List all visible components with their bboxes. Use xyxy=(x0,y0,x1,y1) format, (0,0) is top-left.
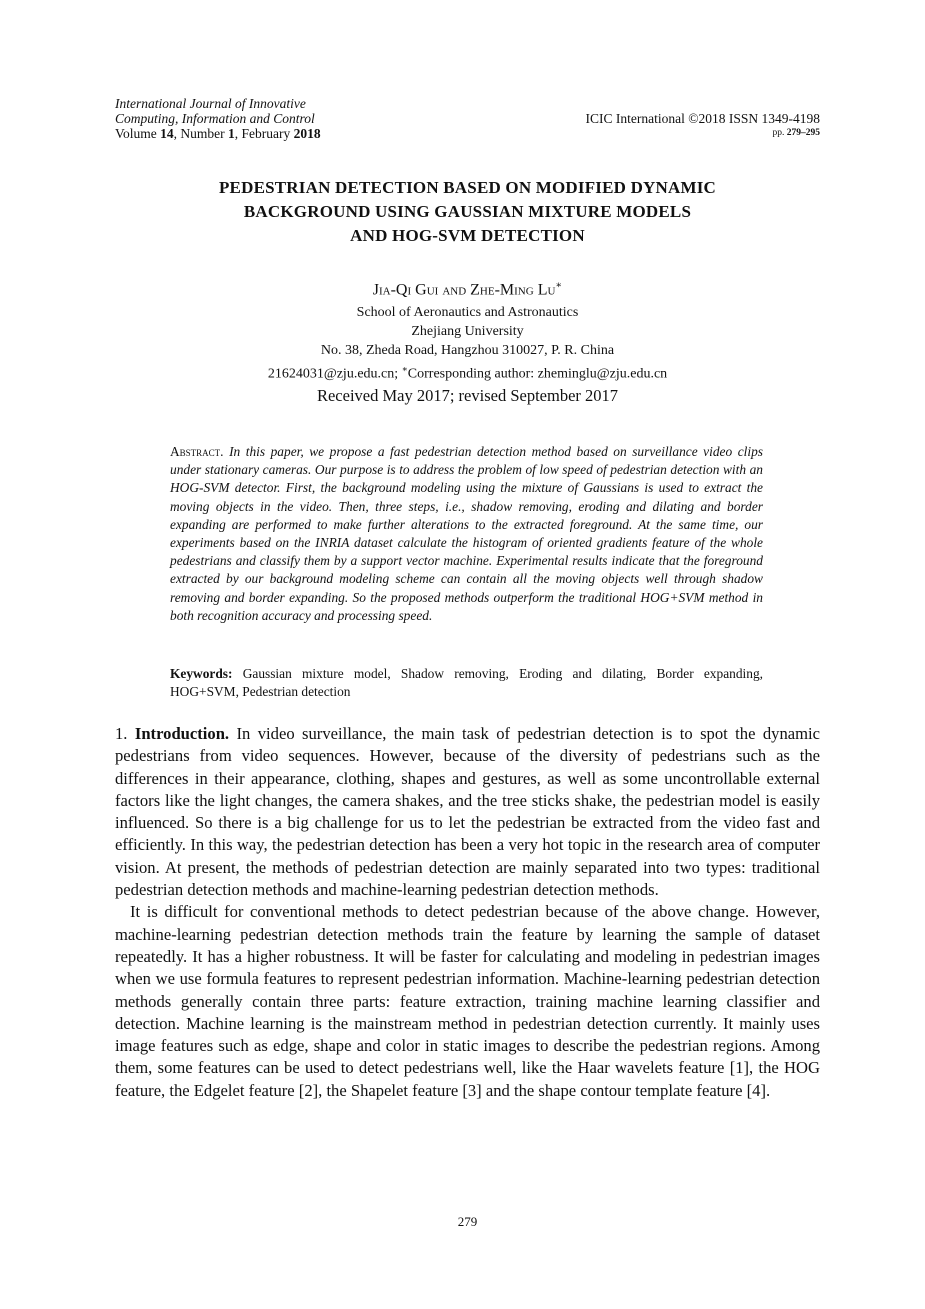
affiliation-line-1: School of Aeronautics and Astronautics xyxy=(356,305,579,320)
paragraph-1-text: In video surveillance, the main task of pedestrian detection is to spot the dynamic pedestrians from video sequences. However, because of the diversity of pedestrians such as the differences in their appearance, clothing, shapes and gestures, as well as some uncontrollable external factors like the light changes, the camera shakes, and the tree sticks shake, the pedestrian model is easily influenced. So there is a big challenge for us to let the pedestrian be extracted from the video fast and efficiently. In this way, the pedestrian detection has been a very hot topic in the research area of computer vision. At present, the methods of pedestrian detection are mainly separated into two types: traditional pedestrian detection methods and machine-learning pedestrian detection methods. xyxy=(115,724,820,900)
keywords xyxy=(170,665,763,701)
title-line-1: PEDESTRIAN DETECTION BASED ON MODIFIED DYNAMIC xyxy=(218,178,717,197)
volume-number: 14 xyxy=(160,126,174,141)
affiliation xyxy=(115,303,820,384)
abstract xyxy=(170,443,763,625)
abstract-label: Abstract. xyxy=(170,444,224,459)
section-title: Introduction. xyxy=(134,724,230,743)
intro-paragraph-1 xyxy=(115,723,820,901)
journal-name-line2: Computing, Information and Control xyxy=(115,111,315,126)
page-number: 279 xyxy=(457,1214,478,1229)
number-prefix: , Number xyxy=(173,126,229,141)
issn-info xyxy=(586,96,820,140)
affiliation-line-2: Zhejiang University xyxy=(411,324,524,339)
pages-line xyxy=(586,126,820,140)
issue-number: 1 xyxy=(228,126,235,141)
author-email: 21624031@zju.edu.cn; xyxy=(267,366,402,382)
keywords-text: Gaussian mixture model, Shadow removing, Eroding and dilating, Border expanding, HOG+SVM, Pedestrian detection xyxy=(170,666,763,700)
intro-paragraph-2: It is difficult for conventional methods to detect pedestrian because of the above change. However, machine-learning pedestrian detection methods train the feature by learning the sample of dataset repeatedly. It has a higher robustness. It will be faster for calculating and modeling in pedestrian images when we use formula features to represent pedestrian information. Machine-learning pedestrian detection methods generally contain three parts: feature extraction, training machine learning classifier and detection. Machine learning is the mainstream method in pedestrian detection currently. It mainly uses image features such as edge, shape and color in static images to describe the pedestrian regions. Among them, some features can be used to detect pedestrians well, like the Haar wavelets feature [1], the HOG feature, the Edgelet feature [2], the Shapelet feature [3] and the shape contour template feature [4]. xyxy=(115,902,820,1100)
corresponding-email: Corresponding author: zheminglu@zju.edu.cn xyxy=(407,366,668,382)
abstract-text: In this paper, we propose a fast pedestrian detection method based on surveillance video clips under stationary cameras. Our purpose is to address the problem of low speed of pedestrian detection with an HOG-SVM detector. First, the background modeling using the mixture of Gaussians is used to extract the moving objects in the video. Then, three steps, i.e., shadow removing, eroding and dilating and border expanding are performed to make further alterations to the extracted foreground. At the same time, our experiments based on the INRIA dataset calculate the histogram of oriented gradients feature of the whole pedestrians and classify them by a support vector machine. Experimental results indicate that the foreground extracted by our background modeling scheme can contain all the moving objects well through shadow removing and border expanding. So the proposed methods outperform the traditional HOG+SVM method in both recognition accuracy and processing speed. xyxy=(170,444,763,623)
received-dates: Received May 2017; revised September 2017 xyxy=(316,386,619,405)
author-2: Zhe-Ming Lu xyxy=(470,281,556,299)
volume-prefix: Volume xyxy=(115,126,161,141)
authors xyxy=(115,276,820,300)
issue-year: 2018 xyxy=(293,126,321,141)
journal-info xyxy=(115,96,321,141)
corresponding-mark: ∗ xyxy=(555,280,563,291)
pages-prefix: pp. xyxy=(772,128,787,138)
title-line-2: BACKGROUND USING GAUSSIAN MIXTURE MODELS xyxy=(243,202,692,221)
paper-title xyxy=(115,176,820,248)
issn-line: ICIC International ©2018 ISSN 1349-4198 xyxy=(585,111,820,126)
section-number: 1. xyxy=(115,724,128,743)
title-line-3: AND HOG-SVM DETECTION xyxy=(350,226,585,245)
author-conjunction: and xyxy=(438,281,471,299)
pages-range: 279–295 xyxy=(786,128,820,138)
corresponding-mark-2: ∗ xyxy=(401,364,408,374)
date-prefix: , February xyxy=(234,126,294,141)
affiliation-line-3: No. 38, Zheda Road, Hangzhou 310027, P. R. China xyxy=(320,343,615,358)
volume-line xyxy=(115,126,321,141)
section-introduction xyxy=(115,723,820,1102)
journal-header xyxy=(115,96,820,142)
email-line xyxy=(115,360,820,384)
author-1: Jia-Qi Gui xyxy=(372,281,439,299)
journal-name-line1: International Journal of Innovative xyxy=(115,96,306,111)
keywords-label: Keywords: xyxy=(170,666,233,681)
